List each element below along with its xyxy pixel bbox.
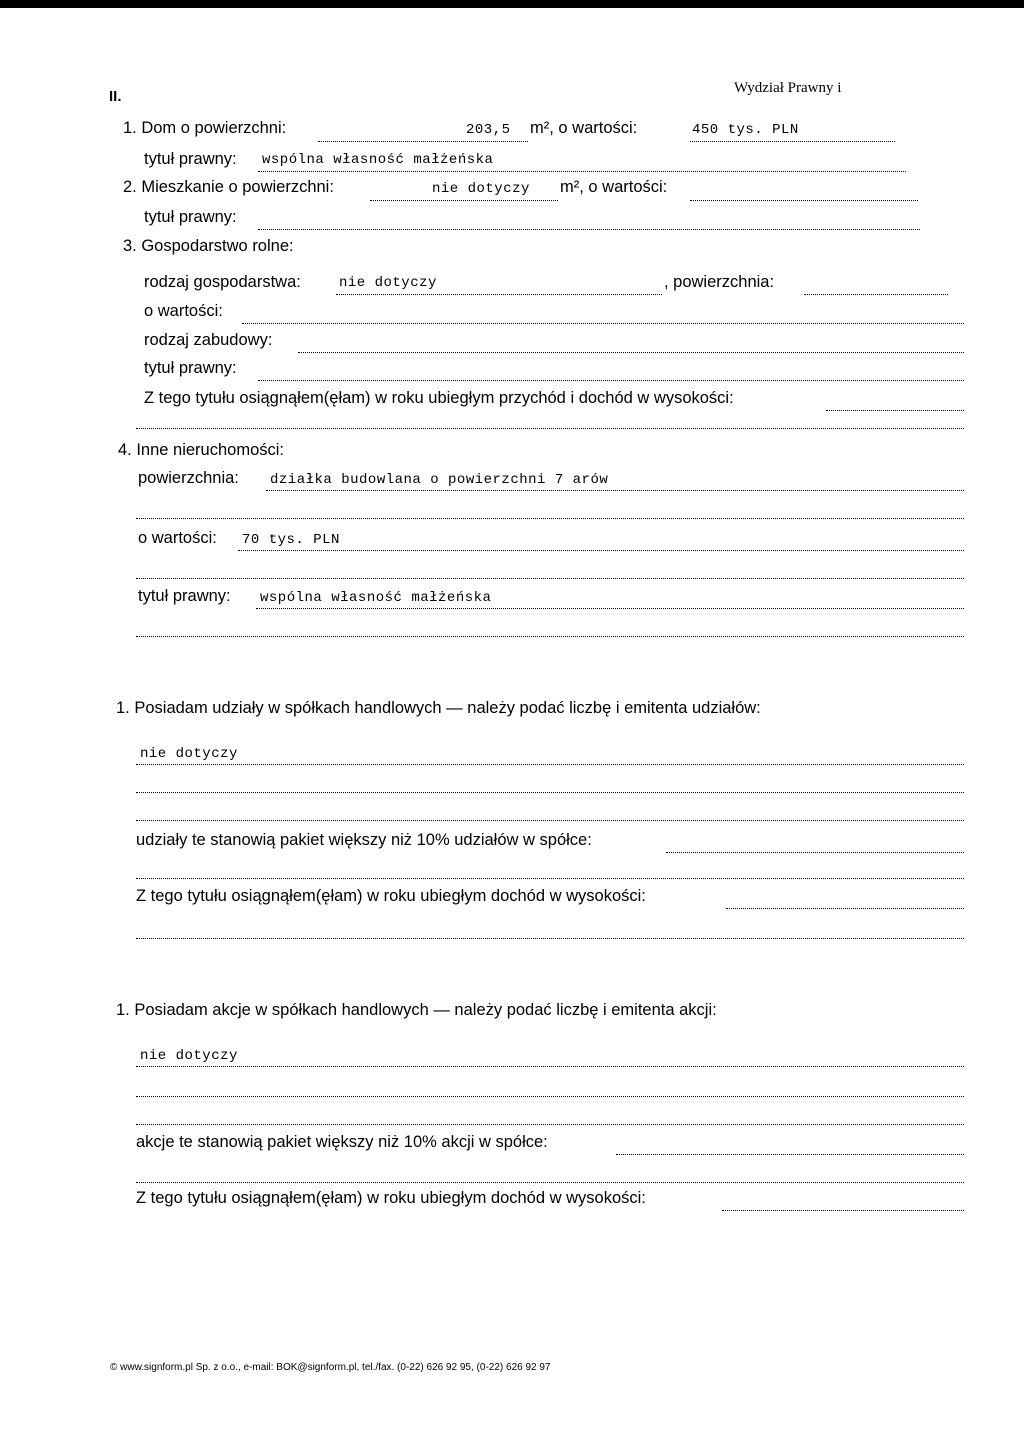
farm-buildings-line: [298, 352, 964, 353]
stocks-heading: 1. Posiadam akcje w spółkach handlowych — należy podać liczbę i emitenta akcji:: [116, 1001, 717, 1019]
stocks-line-3: [136, 1124, 964, 1125]
farm-income-line: [826, 410, 964, 411]
stocks-pct-line: [616, 1154, 964, 1155]
other-value[interactable]: 70 tys. PLN: [242, 532, 340, 548]
farm-buildings-label: rodzaj zabudowy:: [144, 331, 273, 349]
stocks-line-2: [136, 1096, 964, 1097]
farm-income-label: Z tego tytułu osiągnąłem(ęłam) w roku ubiegłym przychód i dochód w wysokości:: [144, 389, 734, 407]
house-value[interactable]: 450 tys. PLN: [692, 122, 799, 138]
farm-area-label: , powierzchnia:: [664, 273, 775, 291]
other-value-label: o wartości:: [138, 529, 217, 547]
stocks-pct-label: akcje te stanowią pakiet większy niż 10% akcji w spółce:: [136, 1133, 548, 1151]
shares-pct-label: udziały te stanowią pakiet większy niż 10% udziałów w spółce:: [136, 831, 592, 849]
farm-value-line: [242, 323, 964, 324]
house-area-value[interactable]: 203,5: [466, 122, 511, 138]
other-area-value[interactable]: działka budowlana o powierzchni 7 arów: [270, 472, 609, 488]
house-title-label: tytuł prawny:: [144, 150, 237, 168]
house-value-line: [690, 141, 895, 142]
farm-type-label: rodzaj gospodarstwa:: [144, 273, 301, 291]
stocks-pct-line-2: [136, 1182, 964, 1183]
flat-value-line: [690, 200, 918, 201]
house-value-label: m², o wartości:: [530, 119, 638, 137]
shares-heading: 1. Posiadam udziały w spółkach handlowych — należy podać liczbę i emitenta udziałów:: [116, 699, 761, 717]
stocks-line-1: [136, 1066, 964, 1067]
other-value-line: [238, 550, 964, 551]
farm-title-line: [258, 380, 964, 381]
other-area-line: [266, 490, 964, 491]
stocks-income-label: Z tego tytułu osiągnąłem(ęłam) w roku ubiegłym dochód w wysokości:: [136, 1189, 646, 1207]
farm-type-value[interactable]: nie dotyczy: [339, 275, 437, 291]
other-area-line-2: [136, 518, 964, 519]
footer-copyright: © www.signform.pl Sp. z o.o., e-mail: BOK@signform.pl, tel./fax. (0-22) 626 92 95, (0-22) 626 92 97: [110, 1362, 551, 1373]
other-heading: 4. Inne nieruchomości:: [118, 441, 285, 459]
farm-income-line-2: [136, 428, 964, 429]
flat-value-label: m², o wartości:: [560, 178, 668, 196]
shares-pct-line: [666, 852, 964, 853]
farm-value-label: o wartości:: [144, 302, 223, 320]
house-title-line: [258, 171, 906, 172]
shares-value[interactable]: nie dotyczy: [140, 746, 238, 762]
other-title-value[interactable]: wspólna własność małżeńska: [260, 590, 492, 606]
flat-title-label: tytuł prawny:: [144, 208, 237, 226]
shares-line-2: [136, 792, 964, 793]
shares-income-label: Z tego tytułu osiągnąłem(ęłam) w roku ubiegłym dochód w wysokości:: [136, 887, 646, 905]
farm-heading: 3. Gospodarstwo rolne:: [123, 237, 294, 255]
other-title-label: tytuł prawny:: [138, 587, 231, 605]
house-area-line: [318, 141, 528, 142]
other-area-label: powierzchnia:: [138, 469, 239, 487]
flat-area-line: [370, 200, 558, 201]
top-scan-border: [0, 0, 1024, 8]
flat-area-value[interactable]: nie dotyczy: [432, 181, 530, 197]
department-stamp: Wydział Prawny i: [734, 80, 842, 96]
stocks-value[interactable]: nie dotyczy: [140, 1048, 238, 1064]
flat-title-line: [258, 229, 920, 230]
shares-line-3: [136, 820, 964, 821]
other-title-line: [256, 608, 964, 609]
section-number: II.: [109, 88, 122, 105]
farm-type-line: [336, 294, 662, 295]
farm-title-label: tytuł prawny:: [144, 359, 237, 377]
shares-line-1: [136, 764, 964, 765]
other-value-line-2: [136, 578, 964, 579]
shares-pct-line-2: [136, 878, 964, 879]
house-title-value[interactable]: wspólna własność małżeńska: [262, 152, 494, 168]
shares-income-line: [726, 908, 964, 909]
shares-income-line-2: [136, 938, 964, 939]
flat-label: 2. Mieszkanie o powierzchni:: [123, 178, 334, 196]
other-title-line-2: [136, 636, 964, 637]
stocks-income-line: [722, 1210, 964, 1211]
farm-area-line: [804, 294, 948, 295]
house-label: 1. Dom o powierzchni:: [123, 119, 287, 137]
